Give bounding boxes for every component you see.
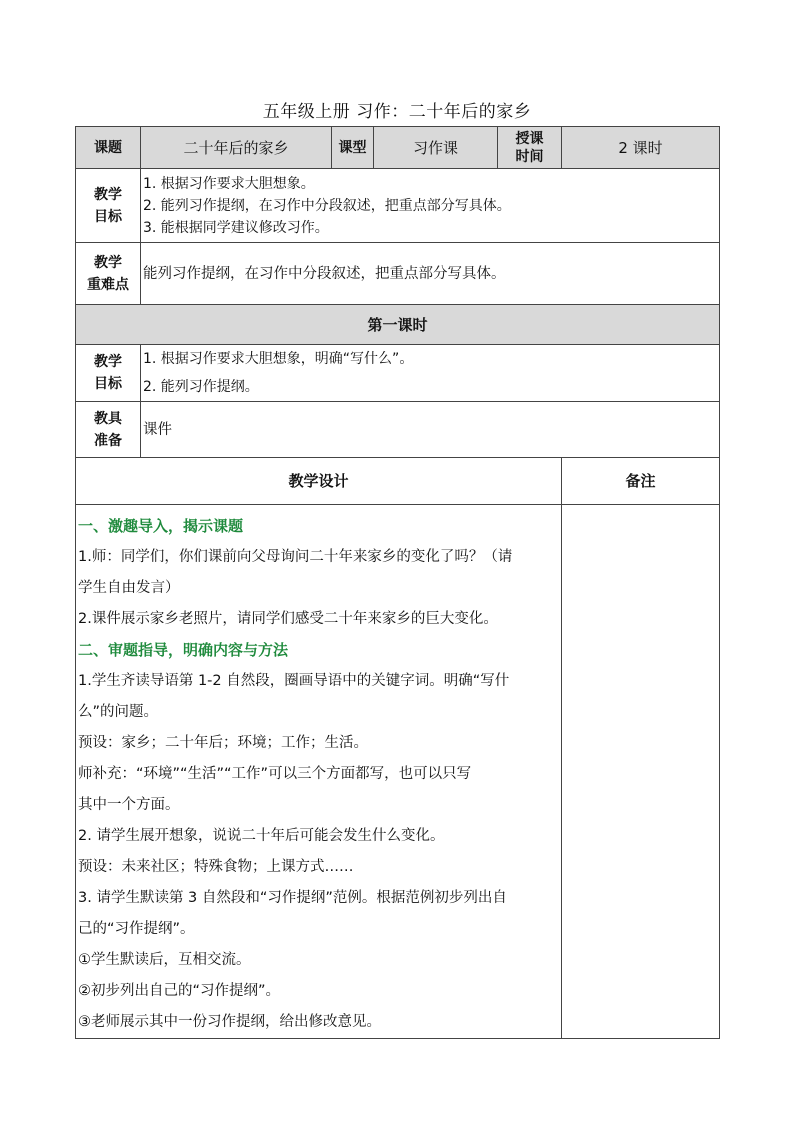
- paragraph: ③老师展示其中一份习作提纲，给出修改意见。: [78, 1014, 381, 1030]
- section-1-title: 一、激趣导入，揭示课题: [78, 517, 244, 535]
- key-points-label-line-2: 重难点: [87, 276, 129, 293]
- design-header-row: [76, 458, 720, 505]
- paragraph: 3. 请学生默读第 3 自然段和“习作提纲”范例。根据范例初步列出自: [78, 890, 507, 906]
- goals-label-line-1: 教学: [94, 186, 122, 203]
- paragraph: 己的“习作提纲”。: [78, 921, 195, 937]
- lesson-goals-label: [76, 345, 141, 402]
- key-points-row: [76, 243, 720, 305]
- key-points-label: [76, 243, 141, 305]
- lesson-goals-label-line-1: 教学: [94, 354, 122, 370]
- tools-label-line-1: 教具: [94, 410, 122, 427]
- paragraph: 2. 请学生展开想象，说说二十年后可能会发生什么变化。: [78, 828, 445, 844]
- paragraph: 2.课件展示家乡老照片，请同学们感受二十年来家乡的巨大变化。: [78, 611, 498, 627]
- page-title: 五年级上册 习作：二十年后的家乡: [262, 102, 532, 122]
- topic-value: 二十年后的家乡: [141, 127, 332, 169]
- paragraph: 么”的问题。: [78, 704, 159, 720]
- goals-label-line-2: 目标: [94, 208, 122, 225]
- lesson-title-row: [76, 305, 720, 345]
- key-points-label-line-1: 教学: [94, 254, 122, 271]
- paragraph: ②初步列出自己的“习作提纲”。: [78, 983, 281, 999]
- goal-item: 3. 能根据同学建议修改习作。: [143, 219, 329, 236]
- hours-label: [498, 127, 562, 169]
- lesson-title: 第一课时: [76, 305, 720, 345]
- design-content: [76, 505, 562, 1039]
- paragraph: 学生自由发言）: [78, 580, 180, 596]
- lesson-goals-label-line-2: 目标: [94, 376, 122, 392]
- tools-row: [76, 402, 720, 458]
- tools-content: 课件: [141, 402, 720, 458]
- notes-content: [562, 505, 720, 1039]
- goal-item: 1. 根据习作要求大胆想象。: [143, 175, 315, 192]
- topic-label: 课题: [76, 127, 141, 169]
- section-2-title: 二、审题指导，明确内容与方法: [78, 641, 289, 659]
- tools-label: [76, 402, 141, 458]
- paragraph: ①学生默读后，互相交流。: [78, 952, 251, 968]
- notes-header: 备注: [562, 458, 720, 505]
- design-header: 教学设计: [76, 458, 562, 505]
- type-label: 课型: [332, 127, 374, 169]
- paragraph: 预设：未来社区；特殊食物；上课方式……: [78, 859, 354, 875]
- paragraph: 1.师：同学们，你们课前向父母询问二十年来家乡的变化了吗？（请: [78, 549, 513, 565]
- lesson-goals-row: [76, 345, 720, 402]
- goals-row: [76, 169, 720, 243]
- lesson-goal-item: 2. 能列习作提纲。: [143, 379, 259, 395]
- goals-content: [141, 169, 720, 243]
- paragraph: 其中一个方面。: [78, 797, 180, 813]
- goals-label: [76, 169, 141, 243]
- paragraph: 师补充：“环境”“生活”“工作”可以三个方面都写，也可以只写: [78, 766, 472, 782]
- key-points-content: 能列习作提纲，在习作中分段叙述，把重点部分写具体。: [141, 243, 720, 305]
- lesson-goal-item: 1. 根据习作要求大胆想象，明确“写什么”。: [143, 351, 414, 367]
- header-row: [76, 127, 720, 169]
- hours-label-line-1: 授课: [515, 130, 544, 147]
- goal-item: 2. 能列习作提纲，在习作中分段叙述，把重点部分写具体。: [143, 197, 511, 214]
- paragraph: 预设：家乡；二十年后；环境；工作；生活。: [78, 735, 368, 751]
- hours-value: 2 课时: [562, 127, 720, 169]
- design-body-row: [76, 505, 720, 1039]
- tools-label-line-2: 准备: [94, 432, 122, 449]
- paragraph: 1.学生齐读导语第 1-2 自然段，圈画导语中的关键字词。明确“写什: [78, 673, 510, 689]
- lesson-plan-table: [75, 126, 720, 1039]
- lesson-goals-content: [141, 345, 720, 402]
- type-value: 习作课: [374, 127, 498, 169]
- hours-label-line-2: 时间: [515, 148, 544, 165]
